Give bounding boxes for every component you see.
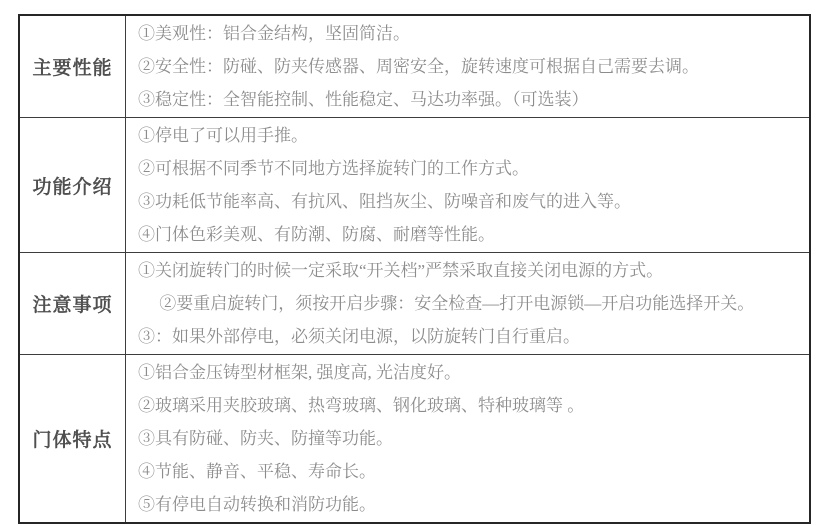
table-row bbox=[20, 16, 809, 117]
spec-line: ③具有防碰、防夹、防撞等功能。 bbox=[138, 429, 393, 448]
row-header-door-features: 门体特点 bbox=[20, 355, 126, 522]
row-header-precautions: 注意事项 bbox=[20, 253, 126, 354]
table-row bbox=[20, 117, 809, 252]
spec-line: ④门体色彩美观、有防潮、防腐、耐磨等性能。 bbox=[138, 225, 495, 244]
row-content bbox=[126, 355, 809, 522]
row-header-function-intro: 功能介绍 bbox=[20, 118, 126, 252]
row-content bbox=[126, 118, 809, 252]
table-row bbox=[20, 252, 809, 354]
table-row bbox=[20, 354, 809, 522]
spec-line: ③功耗低节能率高、有抗风、阻挡灰尘、防噪音和废气的进入等。 bbox=[138, 192, 631, 211]
spec-line: ①关闭旋转门的时候一定采取“开关档”严禁采取直接关闭电源的方式。 bbox=[138, 261, 664, 280]
row-content bbox=[126, 253, 809, 354]
spec-line: ①停电了可以用手推。 bbox=[138, 126, 308, 145]
spec-line: ②可根据不同季节不同地方选择旋转门的工作方式。 bbox=[138, 159, 529, 178]
spec-table bbox=[18, 14, 811, 524]
row-content bbox=[126, 16, 809, 117]
row-header-main-performance: 主要性能 bbox=[20, 16, 126, 117]
spec-line: ②玻璃采用夹胶玻璃、热弯玻璃、钢化玻璃、特种玻璃等 。 bbox=[138, 396, 585, 415]
spec-line: ⑤有停电自动转换和消防功能。 bbox=[138, 495, 376, 514]
spec-line: ①美观性：铝合金结构，坚固简洁。 bbox=[138, 24, 410, 43]
spec-line: ④节能、静音、平稳、寿命长。 bbox=[138, 462, 376, 481]
spec-line: ②安全性：防碰、防夹传感器、周密安全，旋转速度可根据自己需要去调。 bbox=[138, 57, 699, 76]
spec-line: ②要重启旋转门，须按开启步骤：安全检查—打开电源锁—开启功能选择开关。 bbox=[138, 294, 755, 313]
spec-line: ③稳定性：全智能控制、性能稳定、马达功率强。（可选装） bbox=[138, 90, 589, 109]
spec-line: ③：如果外部停电，必须关闭电源，以防旋转门自行重启。 bbox=[138, 327, 580, 346]
spec-line: ①铝合金压铸型材框架, 强度高, 光洁度好。 bbox=[138, 363, 461, 382]
